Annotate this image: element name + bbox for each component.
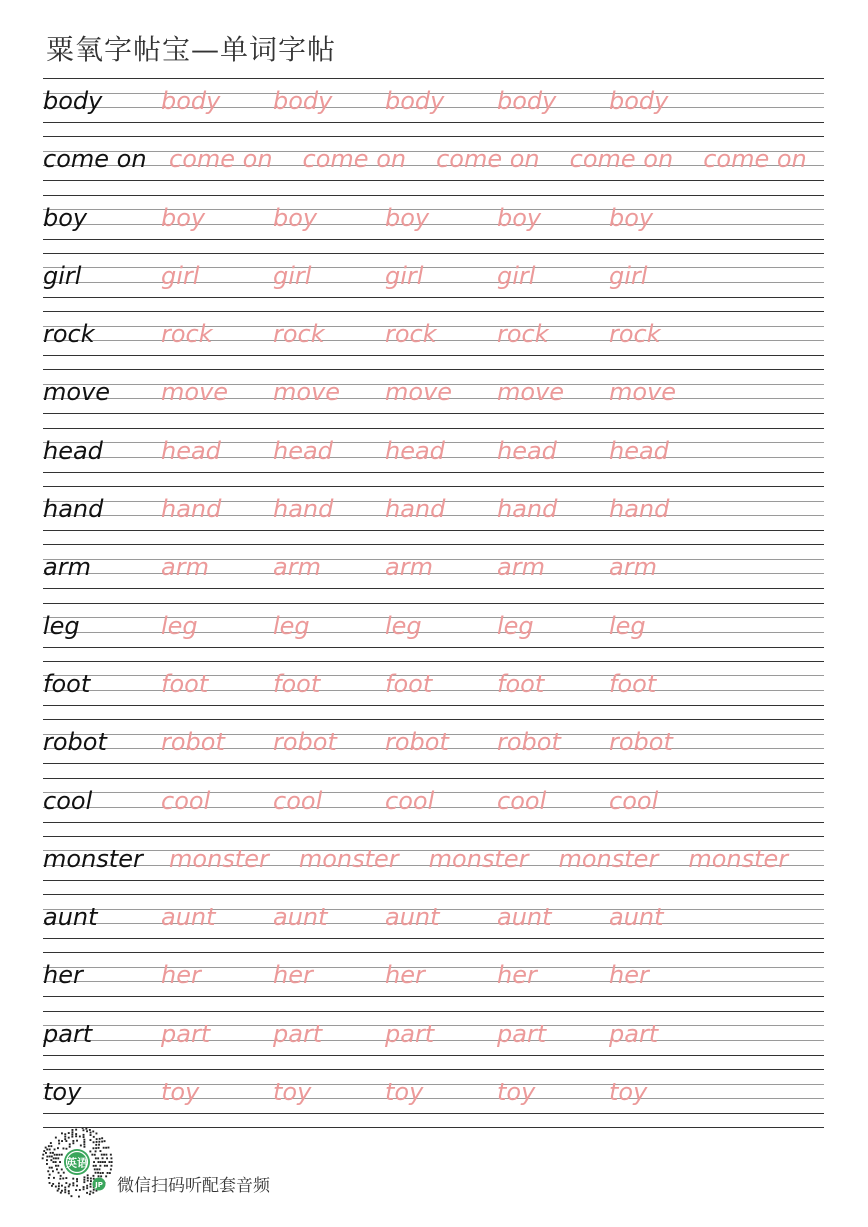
ruling-line xyxy=(43,180,824,181)
trace-word: body xyxy=(161,87,221,115)
trace-word: boy xyxy=(497,203,542,232)
trace-word: rock xyxy=(497,320,549,349)
trace-word: hand xyxy=(609,495,670,524)
trace-word: head xyxy=(497,436,557,465)
trace-word: aunt xyxy=(497,903,552,932)
ruling-line xyxy=(43,880,824,881)
ruling-line xyxy=(43,836,824,837)
model-word: toy xyxy=(43,1078,82,1107)
practice-row xyxy=(43,195,824,253)
trace-word: aunt xyxy=(385,903,440,932)
trace-word: monster xyxy=(298,844,399,873)
ruling-line xyxy=(43,253,824,254)
qr-badge-label: 英语 xyxy=(66,1156,88,1170)
practice-row xyxy=(43,952,824,1010)
ruling-line xyxy=(43,661,824,662)
trace-word: toy xyxy=(161,1078,200,1107)
trace-word: foot xyxy=(497,669,545,698)
model-word: robot xyxy=(43,728,107,757)
trace-word: leg xyxy=(161,611,198,640)
model-word: her xyxy=(43,961,83,990)
ruling-line xyxy=(43,996,824,997)
trace-word: come on xyxy=(436,145,540,174)
model-word: rock xyxy=(43,320,95,349)
practice-row xyxy=(43,603,824,661)
trace-group xyxy=(43,315,824,353)
trace-word: leg xyxy=(609,611,646,640)
ruling-line xyxy=(43,530,824,531)
trace-word: robot xyxy=(385,728,449,757)
trace-word: her xyxy=(273,961,313,990)
trace-word: toy xyxy=(385,1078,424,1107)
trace-word: her xyxy=(609,961,649,990)
trace-word: rock xyxy=(273,320,325,349)
trace-word: cool xyxy=(385,786,435,815)
trace-word: come on xyxy=(569,145,674,174)
practice-row xyxy=(43,836,824,894)
ruling-line xyxy=(43,78,824,79)
trace-word: robot xyxy=(161,728,225,757)
model-word: cool xyxy=(43,786,93,815)
trace-word: leg xyxy=(273,611,310,640)
trace-word: leg xyxy=(497,611,534,640)
trace-word: toy xyxy=(273,1078,312,1107)
ruling-line xyxy=(43,1113,824,1114)
trace-word: foot xyxy=(385,669,433,698)
trace-group xyxy=(43,490,824,528)
trace-group xyxy=(43,723,824,761)
trace-group xyxy=(43,140,824,178)
trace-word: robot xyxy=(497,728,561,757)
trace-word: arm xyxy=(609,553,657,582)
trace-word: rock xyxy=(161,320,213,349)
trace-word: cool xyxy=(273,786,323,815)
trace-word: rock xyxy=(609,320,661,349)
trace-group xyxy=(43,548,824,586)
trace-word: hand xyxy=(497,495,558,524)
trace-word: head xyxy=(609,436,669,465)
trace-group xyxy=(43,432,824,470)
practice-row xyxy=(43,778,824,836)
qr-corner-label: JP xyxy=(95,1181,103,1189)
model-word: girl xyxy=(43,261,82,290)
trace-word: her xyxy=(385,961,425,990)
trace-word: part xyxy=(609,1019,659,1048)
trace-group xyxy=(43,1073,824,1111)
trace-word: monster xyxy=(169,844,269,873)
trace-word: body xyxy=(609,87,669,115)
practice-row xyxy=(43,1069,824,1127)
practice-row xyxy=(43,253,824,311)
ruling-line xyxy=(43,195,824,196)
ruling-line xyxy=(43,297,824,298)
ruling-line xyxy=(43,428,824,429)
practice-row xyxy=(43,136,824,194)
trace-group xyxy=(43,607,824,645)
trace-group xyxy=(43,1015,824,1053)
ruling-line xyxy=(43,938,824,939)
ruling-line xyxy=(43,719,824,720)
ruling-line xyxy=(43,1069,824,1070)
trace-group xyxy=(43,257,824,295)
trace-word: robot xyxy=(273,728,337,757)
practice-row xyxy=(43,719,824,777)
trace-word: come on xyxy=(302,145,407,174)
wechat-qr-code-icon xyxy=(40,1128,114,1198)
model-word: aunt xyxy=(43,903,98,932)
ruling-line xyxy=(43,413,824,414)
trace-word: her xyxy=(497,961,537,990)
model-word: hand xyxy=(43,495,104,524)
trace-word: girl xyxy=(161,261,200,290)
trace-word: cool xyxy=(497,786,547,815)
practice-sheet xyxy=(43,78,824,1128)
trace-word: girl xyxy=(609,261,648,290)
model-word: leg xyxy=(43,611,80,640)
trace-word: part xyxy=(161,1019,211,1048)
model-word: monster xyxy=(43,844,143,873)
model-word: boy xyxy=(43,203,88,232)
trace-word: head xyxy=(161,436,221,465)
trace-word: toy xyxy=(497,1078,536,1107)
trace-word: foot xyxy=(609,669,657,698)
ruling-line xyxy=(43,472,824,473)
trace-group xyxy=(43,82,824,120)
trace-word: come on xyxy=(169,145,273,174)
practice-row xyxy=(43,428,824,486)
practice-row xyxy=(43,544,824,602)
model-word: foot xyxy=(43,669,91,698)
trace-word: part xyxy=(497,1019,547,1048)
trace-word: part xyxy=(385,1019,435,1048)
practice-row xyxy=(43,894,824,952)
model-word: move xyxy=(43,378,111,407)
trace-word: body xyxy=(385,87,445,115)
ruling-line xyxy=(43,647,824,648)
trace-word: hand xyxy=(161,495,222,524)
trace-word: rock xyxy=(385,320,437,349)
trace-group xyxy=(43,373,824,411)
trace-word: come on xyxy=(703,145,807,174)
trace-word: arm xyxy=(273,553,321,582)
trace-word: move xyxy=(161,378,229,407)
model-word: head xyxy=(43,436,103,465)
ruling-line xyxy=(43,1011,824,1012)
ruling-line xyxy=(43,778,824,779)
practice-row xyxy=(43,661,824,719)
trace-word: foot xyxy=(161,669,209,698)
model-word: come on xyxy=(43,145,147,174)
trace-word: her xyxy=(161,961,201,990)
trace-word: monster xyxy=(558,844,659,873)
trace-group xyxy=(43,840,824,878)
model-word: body xyxy=(43,87,103,115)
trace-group xyxy=(43,665,824,703)
practice-row xyxy=(43,311,824,369)
ruling-line xyxy=(43,369,824,370)
practice-row xyxy=(43,78,824,136)
ruling-line xyxy=(43,239,824,240)
practice-row xyxy=(43,486,824,544)
trace-word: toy xyxy=(609,1078,648,1107)
trace-word: body xyxy=(273,87,333,115)
trace-word: body xyxy=(497,87,557,115)
trace-word: head xyxy=(273,436,333,465)
trace-word: cool xyxy=(161,786,211,815)
footer-caption: 微信扫码听配套音频 xyxy=(117,1176,270,1196)
trace-word: foot xyxy=(273,669,321,698)
trace-group xyxy=(43,898,824,936)
page-title: 粟氧字帖宝—单词字帖 xyxy=(46,33,337,66)
ruling-line xyxy=(43,603,824,604)
ruling-line xyxy=(43,311,824,312)
practice-row xyxy=(43,369,824,427)
trace-word: arm xyxy=(497,553,545,582)
trace-word: leg xyxy=(385,611,422,640)
trace-group xyxy=(43,956,824,994)
trace-word: move xyxy=(385,378,453,407)
ruling-line xyxy=(43,763,824,764)
trace-word: arm xyxy=(385,553,433,582)
ruling-line xyxy=(43,122,824,123)
trace-word: aunt xyxy=(273,903,328,932)
trace-word: boy xyxy=(273,203,318,232)
trace-word: hand xyxy=(273,495,334,524)
trace-word: move xyxy=(609,378,677,407)
trace-group xyxy=(43,199,824,237)
trace-word: robot xyxy=(609,728,673,757)
ruling-line xyxy=(43,355,824,356)
ruling-line xyxy=(43,952,824,953)
trace-word: girl xyxy=(273,261,312,290)
trace-word: move xyxy=(497,378,565,407)
trace-word: part xyxy=(273,1019,323,1048)
trace-word: monster xyxy=(428,844,529,873)
ruling-line xyxy=(43,486,824,487)
trace-word: boy xyxy=(609,203,654,232)
trace-word: head xyxy=(385,436,445,465)
ruling-line xyxy=(43,705,824,706)
trace-group xyxy=(43,782,824,820)
trace-word: boy xyxy=(385,203,430,232)
trace-word: move xyxy=(273,378,341,407)
practice-row xyxy=(43,1011,824,1069)
model-word: arm xyxy=(43,553,91,582)
trace-word: boy xyxy=(161,203,206,232)
ruling-line xyxy=(43,544,824,545)
footer xyxy=(40,1128,440,1198)
trace-word: arm xyxy=(161,553,209,582)
trace-word: aunt xyxy=(609,903,664,932)
trace-word: girl xyxy=(385,261,424,290)
model-word: part xyxy=(43,1019,93,1048)
trace-word: monster xyxy=(688,844,789,873)
ruling-line xyxy=(43,1055,824,1056)
ruling-line xyxy=(43,894,824,895)
trace-word: hand xyxy=(385,495,446,524)
trace-word: cool xyxy=(609,786,659,815)
ruling-line xyxy=(43,136,824,137)
trace-word: girl xyxy=(497,261,536,290)
ruling-line xyxy=(43,822,824,823)
trace-word: aunt xyxy=(161,903,216,932)
ruling-line xyxy=(43,588,824,589)
